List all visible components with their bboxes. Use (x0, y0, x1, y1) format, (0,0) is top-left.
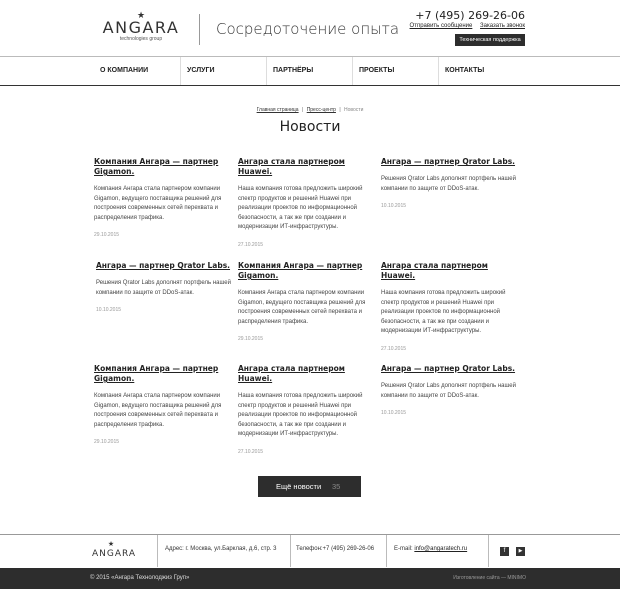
header-links (404, 23, 525, 29)
news-date: 29.10.2015 (238, 336, 264, 342)
news-title-link[interactable]: Ангара стала партнером Huawei. (381, 261, 488, 280)
news-card (94, 157, 234, 238)
footer-logo[interactable] (92, 541, 137, 560)
news-card (94, 364, 234, 445)
news-title-link[interactable]: Компания Ангара — партнер Gigamon. (94, 364, 219, 383)
bottom-bar (0, 568, 620, 589)
news-card (381, 364, 521, 416)
news-card (96, 261, 236, 313)
footer-divider (386, 535, 387, 567)
support-button[interactable]: Техническая поддержка (455, 34, 525, 46)
news-description: Наша компания готова предложить широкий спектр продуктов и решений Huawei при реализации проектов по информационной безопасности, а так же при создании и модернизации ИТ-инфраструктуры. (238, 393, 363, 437)
footer-logo-brand: ANGARA (92, 549, 137, 559)
news-title-link[interactable]: Ангара стала партнером Huawei. (238, 364, 345, 383)
page-title: Новости (279, 119, 341, 135)
breadcrumb-separator: | (339, 107, 341, 113)
footer-divider (157, 535, 158, 567)
news-title-link[interactable]: Компания Ангара — партнер Gigamon. (94, 157, 219, 176)
more-news-button[interactable] (258, 476, 361, 497)
breadcrumb-separator: | (301, 107, 304, 113)
facebook-icon[interactable]: f (500, 547, 509, 556)
footer-divider (488, 535, 489, 567)
news-date: 10.10.2015 (96, 307, 122, 313)
news-description: Компания Ангара стала партнером компании Gigamon, ведущего поставщика решений для построения современных сетей перехвата и распределения трафика. (94, 186, 222, 221)
news-title-link[interactable]: Ангара — партнер Qrator Labs. (381, 157, 516, 166)
site-header (0, 0, 620, 57)
news-title-link[interactable]: Ангара — партнер Qrator Labs. (96, 261, 231, 270)
logo[interactable] (102, 10, 180, 44)
logo-star-icon: ★ (136, 10, 146, 20)
nav-item-about[interactable]: О КОМПАНИИ (100, 67, 149, 74)
news-description: Решения Qrator Labs дополнят портфель нашей компании по защите от DDoS-атак. (381, 176, 516, 192)
news-date: 29.10.2015 (94, 439, 120, 445)
nav-item-projects[interactable]: ПРОЕКТЫ (352, 57, 438, 85)
news-card (381, 261, 521, 352)
news-date: 29.10.2015 (94, 232, 120, 238)
site-footer (0, 534, 620, 568)
news-description: Компания Ангара стала партнером компании Gigamon, ведущего поставщика решений для построения современных сетей перехвата и распределения трафика. (238, 290, 366, 325)
footer-email (394, 546, 467, 552)
footer-address: Адрес: г. Москва, ул.Барклая, д.6, стр. 3 (165, 546, 277, 552)
news-date: 27.10.2015 (238, 241, 264, 248)
news-date: 10.10.2015 (381, 203, 407, 209)
footer-email-label: E-mail: (394, 546, 415, 552)
news-description: Наша компания готова предложить широкий спектр продуктов и решений Huawei при реализации проектов по информационной безопасности, а так же при создании и модернизации ИТ-инфраструктуры. (381, 290, 506, 334)
breadcrumb-current: Новости (344, 107, 364, 113)
send-message-link[interactable]: Отправить сообщение (409, 23, 473, 29)
logo-brand: ANGARA (102, 18, 180, 37)
footer-logo-star-icon: ★ (107, 541, 115, 548)
news-title-link[interactable]: Ангара стала партнером Huawei. (238, 157, 345, 176)
site-credit-link[interactable]: Изготовление сайта — MINIMO (453, 575, 526, 581)
news-card (238, 157, 378, 248)
request-call-link[interactable]: Заказать звонок (480, 23, 525, 29)
breadcrumb-press[interactable]: Пресс-центр (306, 107, 336, 113)
youtube-icon[interactable]: ▶ (516, 547, 525, 556)
footer-phone: Телефон:+7 (495) 269-26-06 (296, 546, 375, 552)
footer-email-link[interactable]: info@angaratech.ru (414, 546, 468, 552)
news-description: Решения Qrator Labs дополнят портфель нашей компании по защите от DDoS-атак. (96, 280, 231, 296)
news-description: Решения Qrator Labs дополнят портфель нашей компании по защите от DDoS-атак. (381, 383, 516, 399)
news-title-link[interactable]: Компания Ангара — партнер Gigamon. (238, 261, 363, 280)
main-nav (0, 56, 620, 86)
news-description: Наша компания готова предложить широкий спектр продуктов и решений Huawei при реализации проектов по информационной безопасности, а так же при создании и модернизации ИТ-инфраструктуры. (238, 186, 363, 230)
news-card (238, 364, 378, 455)
nav-item-services[interactable]: УСЛУГИ (180, 57, 266, 85)
more-news-count: 35 (332, 482, 341, 491)
more-news-label: Ещё новости (276, 482, 322, 491)
news-description: Компания Ангара стала партнером компании Gigamon, ведущего поставщика решений для построения современных сетей перехвата и распределения трафика. (94, 393, 222, 428)
breadcrumb-home[interactable]: Главная страница (256, 107, 299, 113)
breadcrumb (0, 107, 620, 113)
footer-divider (290, 535, 291, 567)
news-date: 27.10.2015 (238, 448, 264, 455)
copyright: © 2015 «Ангара Технолоджиз Груп» (90, 575, 190, 581)
header-phone[interactable]: +7 (495) 269-26-06 (415, 9, 525, 22)
news-date: 27.10.2015 (381, 345, 407, 352)
news-card (238, 261, 378, 342)
nav-item-partners[interactable]: ПАРТНЁРЫ (266, 57, 352, 85)
news-title-link[interactable]: Ангара — партнер Qrator Labs. (381, 364, 516, 373)
news-date: 10.10.2015 (381, 410, 407, 416)
slogan: Сосредоточение опыта (216, 20, 400, 38)
header-divider (199, 14, 200, 45)
news-card (381, 157, 521, 209)
nav-item-contacts[interactable]: КОНТАКТЫ (438, 57, 524, 85)
logo-subtitle: technologies group (119, 36, 163, 42)
